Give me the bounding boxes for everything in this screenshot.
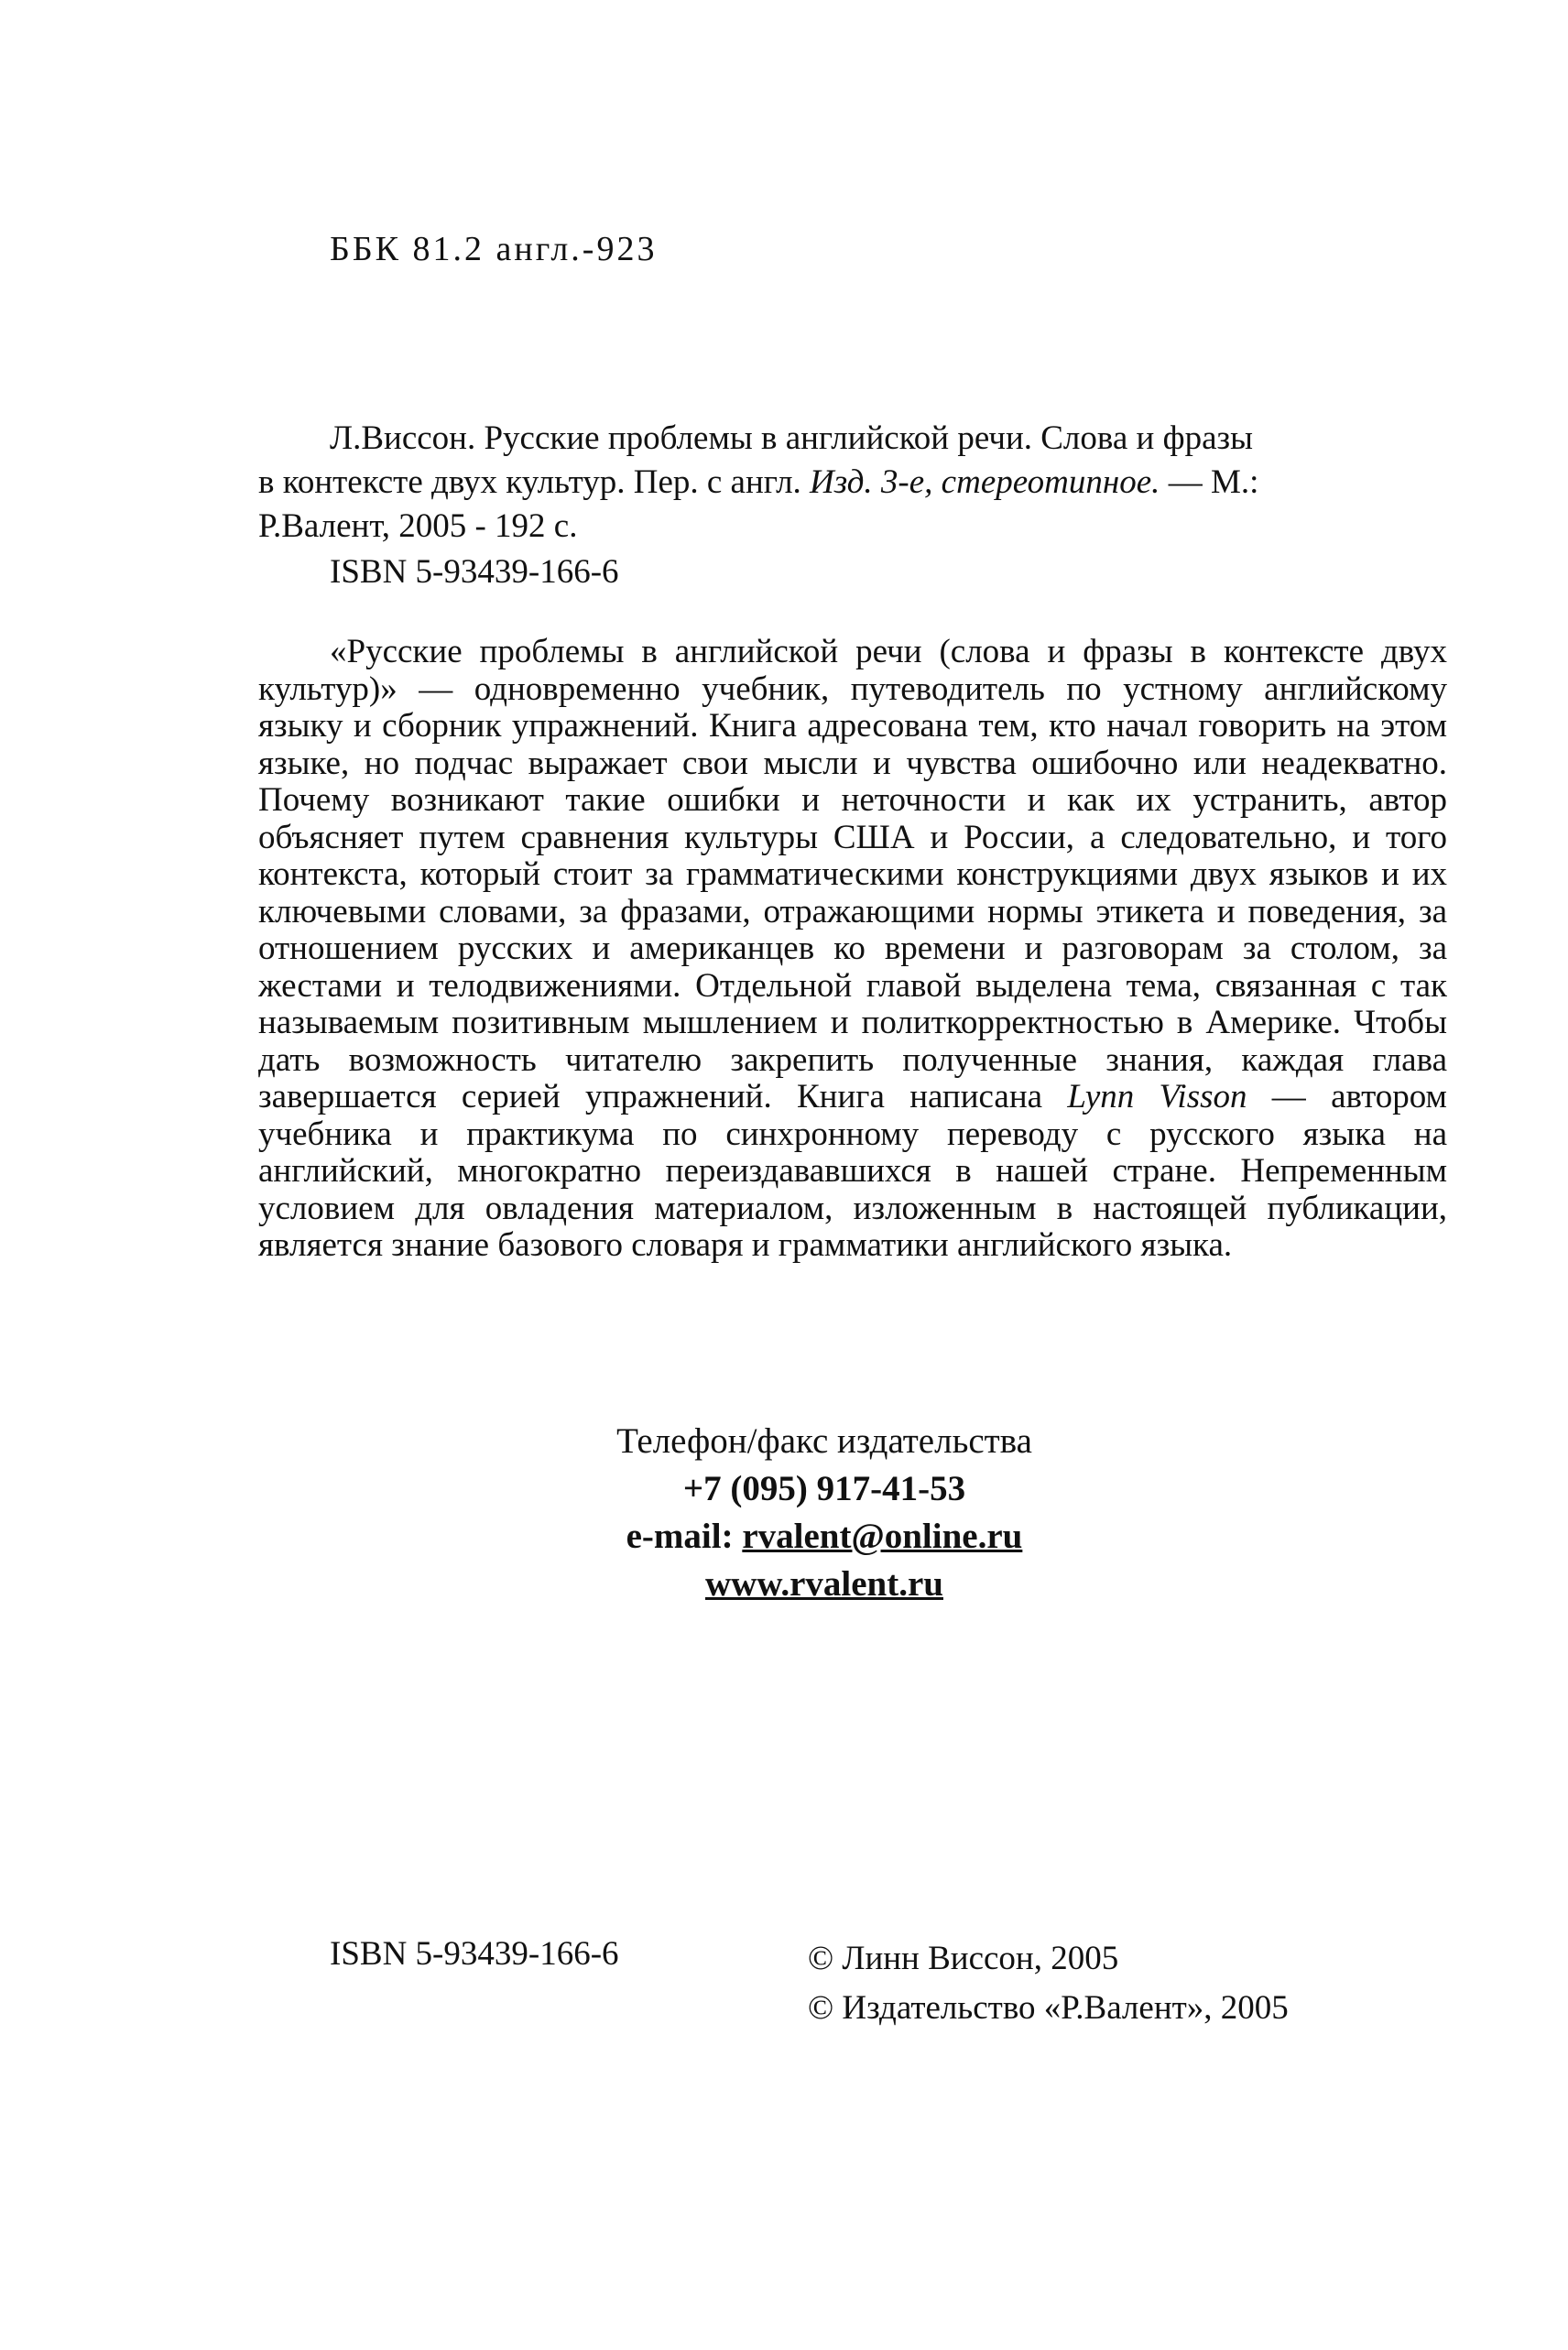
citation-title-part1: . Русские проблемы в английской речи. Слова и фразы bbox=[466, 419, 1253, 457]
citation-city: — М.: bbox=[1160, 463, 1259, 501]
copyright-block bbox=[808, 1934, 1289, 2033]
citation-author: Л.Виссон bbox=[330, 419, 467, 457]
bbk-classification: ББК 81.2 англ.-923 bbox=[330, 230, 658, 268]
contact-website-link[interactable]: www.rvalent.ru bbox=[705, 1564, 943, 1604]
abstract-paragraph bbox=[258, 634, 1447, 1265]
abstract-text-after: — автором учебника и практикума по синхронному переводу с русского языка на английский, многократно переиздававшихся в нашей стране. Непременным условием для овладения материалом, изложенным в настоящей публикации, является знание базового словаря и грамматики английского языка. bbox=[258, 1078, 1447, 1264]
contact-phone: +7 (095) 917-41-53 bbox=[682, 1469, 966, 1508]
citation-title-line-2 bbox=[258, 461, 1321, 505]
abstract-author-name: Lynn Visson bbox=[1067, 1078, 1247, 1115]
contact-email-link[interactable]: rvalent@online.ru bbox=[742, 1517, 1023, 1556]
bibliographic-citation bbox=[258, 417, 1321, 594]
footer-isbn: ISBN 5-93439-166-6 bbox=[330, 1935, 619, 1973]
citation-publisher: Р.Валент, 2005 - 192 с. bbox=[258, 507, 578, 545]
book-abstract bbox=[258, 634, 1447, 1265]
citation-edition: Изд. 3-е, стереотипное. bbox=[810, 463, 1160, 501]
contact-email-row bbox=[458, 1513, 1191, 1561]
copyright-author: © Линн Виссон, 2005 bbox=[808, 1940, 1119, 1977]
contact-label: Телефон/факс издательства bbox=[616, 1421, 1032, 1461]
citation-title-line bbox=[258, 417, 1321, 461]
citation-title-part2: в контексте двух культур. Пер. с англ. bbox=[258, 463, 811, 501]
copyright-publisher: © Издательство «Р.Валент», 2005 bbox=[808, 1989, 1289, 2027]
contact-website-row bbox=[458, 1561, 1191, 1608]
publisher-contact bbox=[458, 1418, 1191, 1608]
citation-isbn: ISBN 5-93439-166-6 bbox=[330, 553, 619, 591]
contact-email-label: e-mail: bbox=[626, 1517, 743, 1556]
abstract-text-before: «Русские проблемы в английской речи (слова и фразы в контексте двух культур)» — одновременно учебник, путеводитель по устному английскому языку и сборник упражнений. Книга адресована тем, кто начал говорить на этом языке, но подчас выражает свои мысли и чувства ошибочно или неадекватно. Почему возникают такие ошибки и неточности и как их устранить, автор объясняет путем сравнения культуры США и России, а следовательно, и того контекста, который стоит за грамматическими конструкциями двух языков и их ключевыми словами, за фразами, отражающими нормы этикета и поведения, за отношением русских и американцев ко времени и разговорам за столом, за жестами и телодвижениями. Отдельной главой выделена тема, связанная с так называемым позитивным мышлением и политкорректностью в Америке. Чтобы дать возможность читателю закрепить полученные знания, каждая глава завершается серией упражнений. Книга написана bbox=[258, 633, 1447, 1115]
